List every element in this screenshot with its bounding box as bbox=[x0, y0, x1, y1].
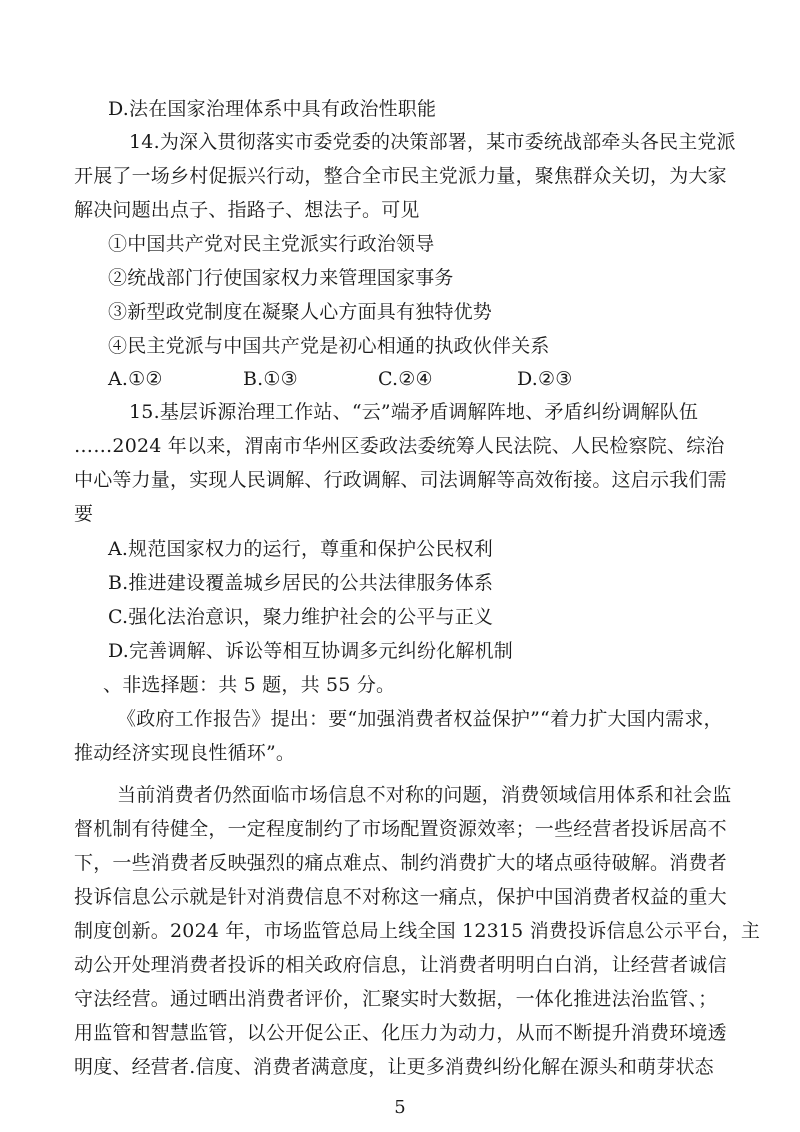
q15-stem-line-4: 要 bbox=[74, 503, 94, 525]
material-body-line-9: 明度、经营者.信度、消费者满意度，让更多消费纠纷化解在源头和萌芽状态 bbox=[74, 1056, 714, 1078]
q15-stem-line-1: 15.基层诉源治理工作站、“云”端矛盾调解阵地、矛盾纠纷调解队伍 bbox=[129, 401, 699, 423]
material-body-line-2: 督机制有待健全，一定程度制约了市场配置资源效率；一些经营者投诉居高不 bbox=[74, 818, 727, 840]
material-body-line-7: 守法经营。通过晒出消费者评价，汇聚实时大数据，一体化推进法治监管、； bbox=[74, 988, 718, 1010]
section-header: 、非选择题：共 5 题，共 55 分。 bbox=[103, 674, 396, 696]
q14-statement-1: ①中国共产党对民主党派实行政治领导 bbox=[108, 233, 435, 255]
q14-statement-3: ③新型政党制度在凝聚人心方面具有独特优势 bbox=[108, 301, 493, 323]
q14-stem-line-1: 14.为深入贯彻落实市委党委的决策部署，某市委统战部牵头各民主党派 bbox=[129, 131, 736, 153]
q14-statement-2: ②统战部门行使国家权力来管理国家事务 bbox=[108, 267, 454, 289]
q14-statement-4: ④民主党派与中国共产党是初心相通的执政伙伴关系 bbox=[108, 335, 550, 357]
q14-option-c: C.②④ bbox=[378, 368, 433, 390]
material-body-line-4: 投诉信息公示就是针对消费信息不对称这一痛点，保护中国消费者权益的重大 bbox=[74, 886, 727, 908]
q15-stem-line-3: 中心等力量，实现人民调解、行政调解、司法调解等高效衔接。这启示我们需 bbox=[74, 469, 727, 491]
material-body-line-8: 用监管和智慧监管，以公开促公正、化压力为动力，从而不断提升消费环境透 bbox=[74, 1022, 727, 1044]
material-body-line-6: 动公开处理消费者投诉的相关政府信息，让消费者明明白白消，让经营者诚信 bbox=[74, 954, 727, 976]
q14-option-a: A.①② bbox=[108, 368, 163, 390]
material-intro-line-1: 《政府工作报告》提出：要“加强消费者权益保护”“着力扩大国内需求， bbox=[117, 708, 723, 730]
q13-option-d: D.法在国家治理体系中具有政治性职能 bbox=[108, 98, 437, 120]
q15-option-c: C.强化法治意识，聚力维护社会的公平与正义 bbox=[108, 606, 494, 628]
q15-stem-line-2: ……2024 年以来，渭南市华州区委政法委统筹人民法院、人民检察院、综治 bbox=[74, 435, 725, 457]
material-body-line-3: 下，一些消费者反映强烈的痛点难点、制约消费扩大的堵点亟待破解。消费者 bbox=[74, 852, 727, 874]
q15-option-d: D.完善调解、诉讼等相互协调多元纠纷化解机制 bbox=[108, 640, 513, 662]
q14-stem-line-2: 开展了一场乡村促振兴行动，整合全市民主党派力量，聚焦群众关切，为大家 bbox=[74, 165, 727, 187]
material-intro-line-2: 推动经济实现良性循环”。 bbox=[74, 742, 296, 764]
material-body-line-1: 当前消费者仍然面临市场信息不对称的问题，消费领域信用体系和社会监 bbox=[117, 784, 732, 806]
q15-option-a: A.规范国家权力的运行，尊重和保护公民权利 bbox=[108, 538, 493, 560]
q14-option-d: D.②③ bbox=[517, 368, 573, 390]
q14-stem-line-3: 解决问题出点子、指路子、想法子。可见 bbox=[74, 199, 420, 221]
q15-option-b: B.推进建设覆盖城乡居民的公共法律服务体系 bbox=[108, 572, 494, 594]
material-body-line-5: 制度创新。2024 年，市场监管总局上线全国 12315 消费投诉信息公示平台，主 bbox=[74, 920, 761, 942]
page-number: 5 bbox=[394, 1097, 406, 1118]
q14-option-b: B.①③ bbox=[243, 368, 298, 390]
